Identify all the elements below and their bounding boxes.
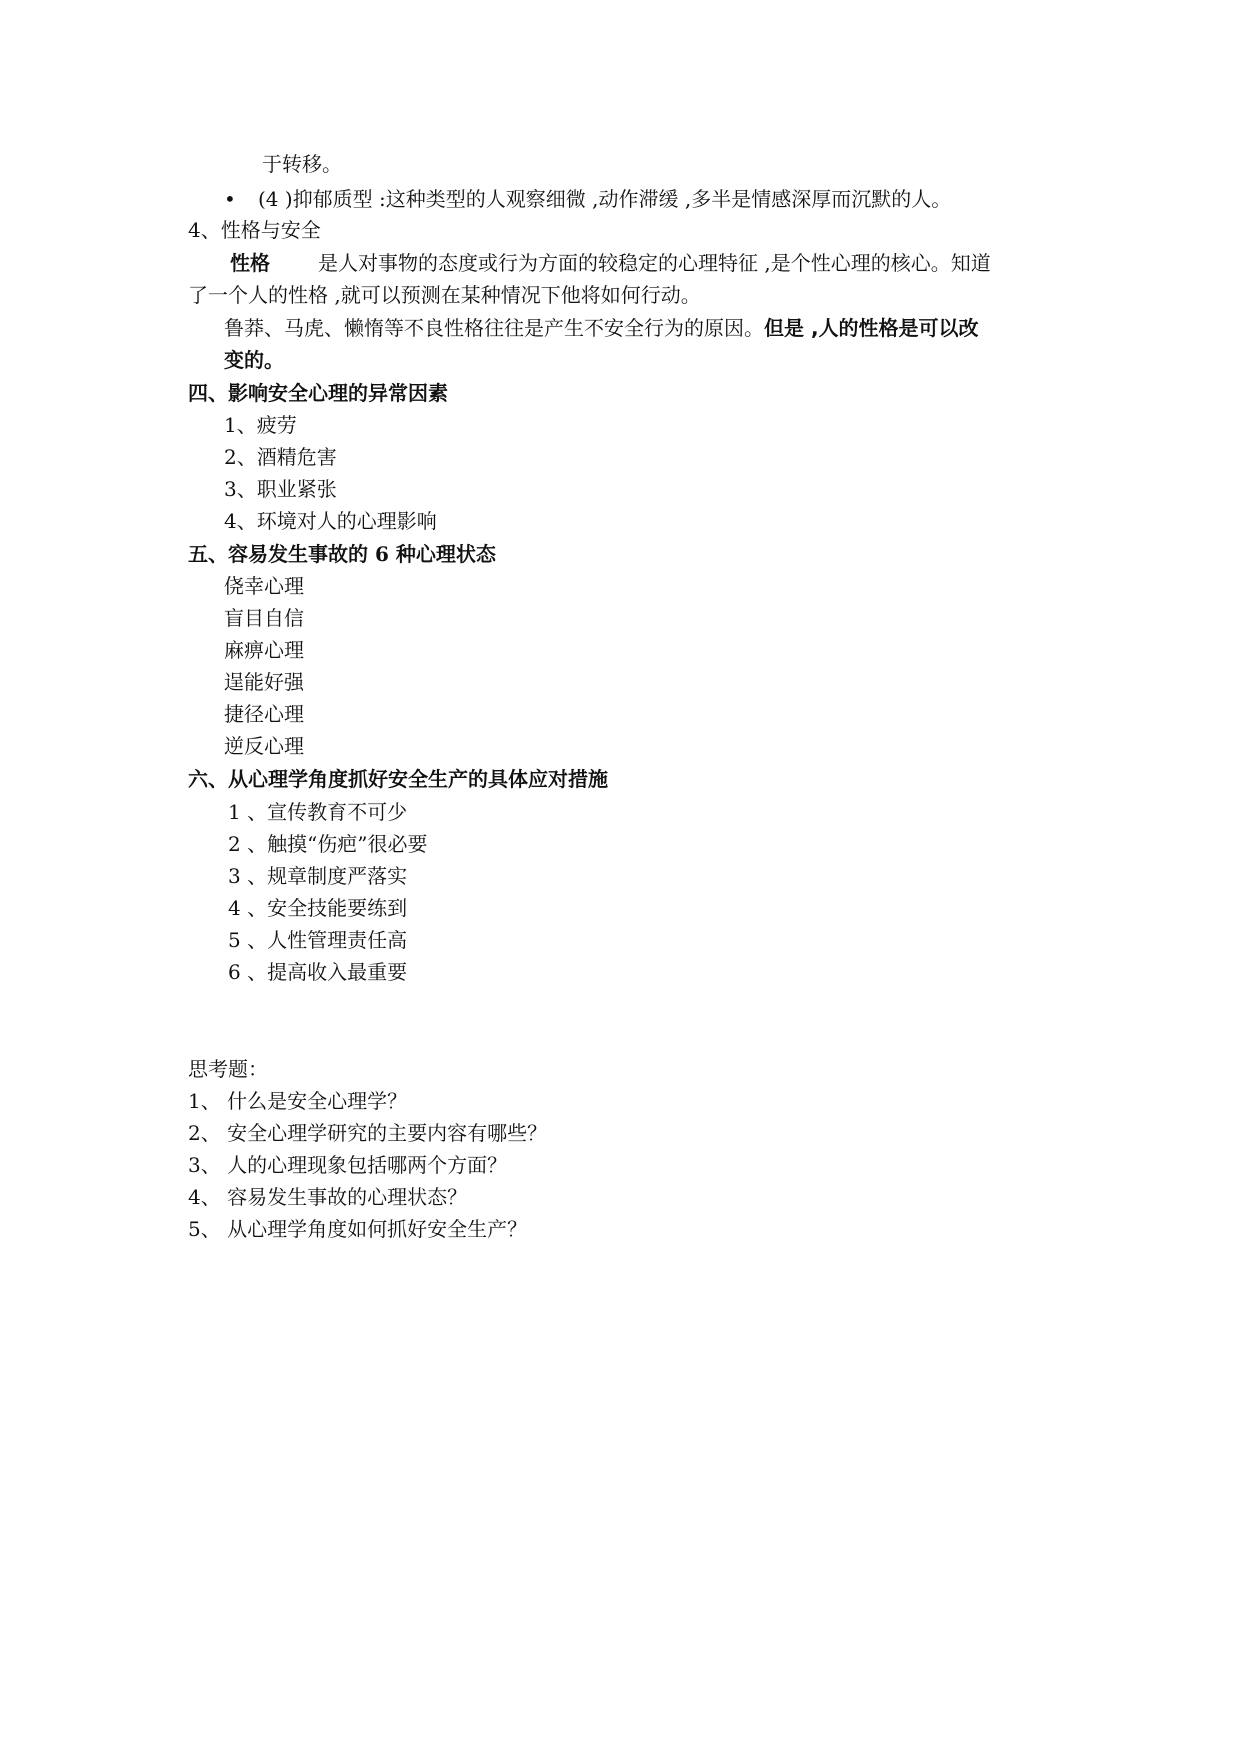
text-line: 于转移。 [262,152,342,176]
list-item: 盲目自信 [224,606,304,630]
list-item: 侥幸心理 [224,574,304,598]
definition-line [230,249,991,277]
list-item: 1、疲劳 [224,413,297,437]
definition-text: 是人对事物的态度或行为方面的较稳定的心理特征 ,是个性心理的核心。知道 [318,251,991,275]
list-item: 4 、安全技能要练到 [228,896,408,920]
section-heading: 六、从心理学角度抓好安全生产的具体应对措施 [188,767,608,791]
text-bold: 变的。 [224,348,284,372]
list-item: 5 、人性管理责任高 [228,928,408,952]
bullet-icon: • [224,187,236,211]
questions-title: 思考题： [188,1057,268,1081]
bullet-line [224,185,951,213]
question-item: 5、 从心理学角度如何抓好安全生产？ [188,1217,528,1241]
bullet-text: (4 )抑郁质型 :这种类型的人观察细微 ,动作滞缓 ,多半是情感深厚而沉默的人。 [258,187,952,211]
text-plain: 鲁莽、马虎、懒惰等不良性格往往是产生不安全行为的原因。 [224,316,764,340]
list-item: 逆反心理 [224,734,304,758]
question-item: 3、 人的心理现象包括哪两个方面？ [188,1153,508,1177]
list-item: 6 、提高收入最重要 [228,960,408,984]
text-line [224,314,979,342]
term: 性格 [230,251,270,275]
question-item: 1、 什么是安全心理学？ [188,1089,408,1113]
list-item: 1 、宣传教育不可少 [228,800,408,824]
list-item: 捷径心理 [224,702,304,726]
list-item: 4、环境对人的心理影响 [224,509,437,533]
list-item: 3 、规章制度严落实 [228,864,408,888]
text-bold: 但是 ,人的性格是可以改 [764,316,979,340]
subheading: 4、性格与安全 [188,218,321,242]
list-item: 3、职业紧张 [224,477,337,501]
question-item: 2、 安全心理学研究的主要内容有哪些？ [188,1121,548,1145]
section-heading: 四、影响安全心理的异常因素 [188,381,448,405]
list-item: 2 、触摸“伤疤”很必要 [228,832,428,856]
list-item: 2、酒精危害 [224,445,337,469]
list-item: 麻痹心理 [224,638,304,662]
section-heading: 五、容易发生事故的 6 种心理状态 [188,542,496,566]
list-item: 逞能好强 [224,670,304,694]
question-item: 4、 容易发生事故的心理状态？ [188,1185,468,1209]
text-line: 了一个人的性格 ,就可以预测在某种情况下他将如何行动。 [188,283,701,307]
